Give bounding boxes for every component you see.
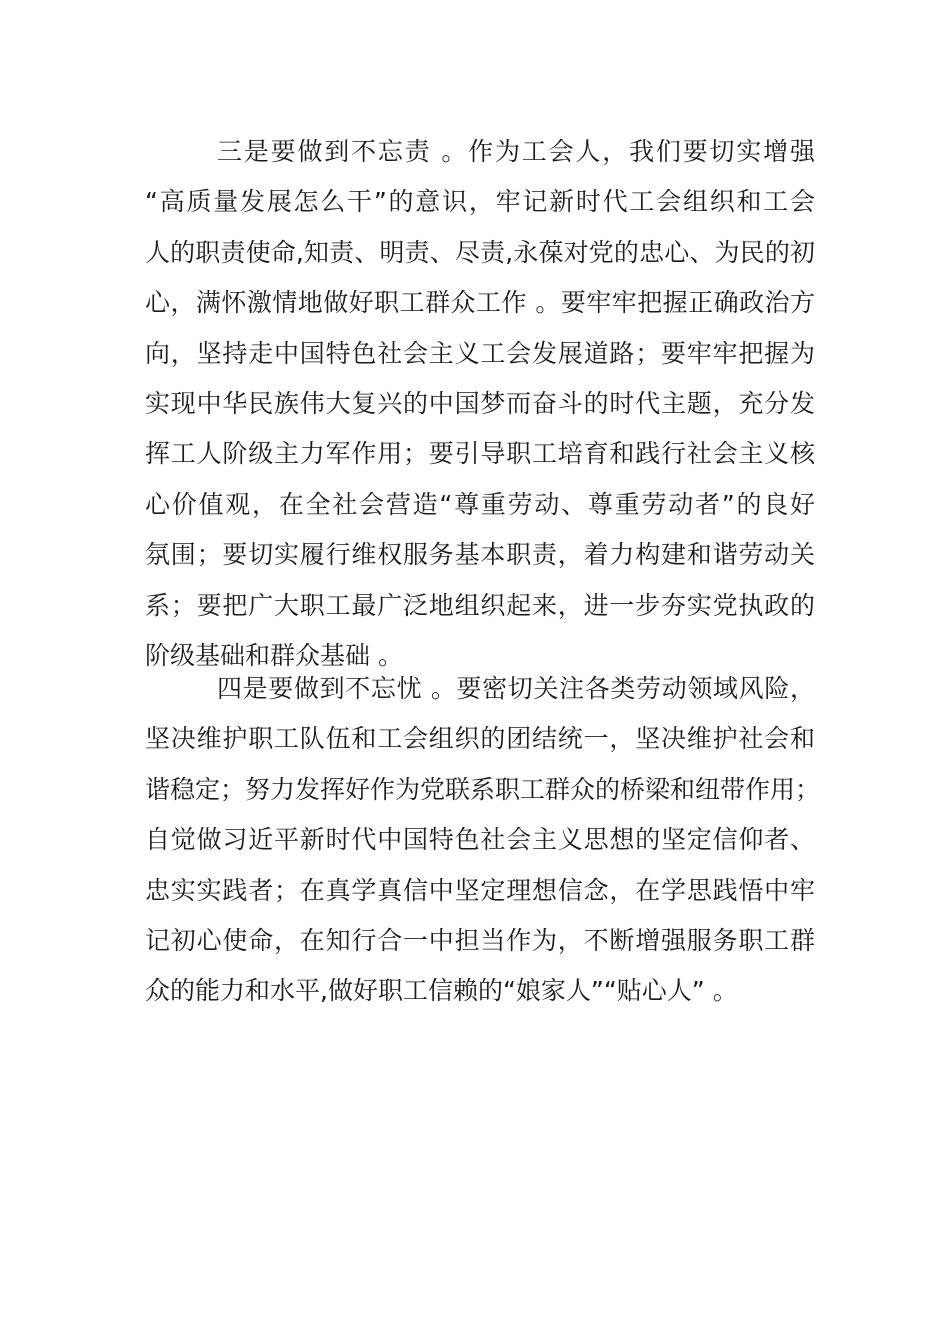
- paragraph-line: 向，坚持走中国特色社会主义工会发展道路；要牢牢把握为: [145, 338, 815, 368]
- paragraph-line: 心价值观，在全社会营造“尊重劳动、尊重劳动者”的良好: [145, 489, 815, 519]
- paragraph-line: “高质量发展怎么干”的意识，牢记新时代工会组织和工会: [145, 187, 815, 217]
- paragraph-line: 系；要把广大职工最广泛地组织起来，进一步夯实党执政的: [145, 590, 815, 620]
- paragraph-line: 挥工人阶级主力军作用；要引导职工培育和践行社会主义核: [145, 439, 815, 469]
- paragraph-line: 三是要做到不忘责 。作为工会人，我们要切实增强: [217, 137, 815, 166]
- paragraph-line: 坚决维护职工队伍和工会组织的团结统一，坚决维护社会和: [145, 724, 815, 754]
- paragraph-line: 众的能力和水平,做好职工信赖的“娘家人”“贴心人” 。: [145, 976, 738, 1006]
- paragraph-line: 自觉做习近平新时代中国特色社会主义思想的坚定信仰者、: [145, 825, 815, 855]
- paragraph-si-shi: [145, 664, 821, 1017]
- paragraph-line: 实现中华民族伟大复兴的中国梦而奋斗的时代主题，充分发: [145, 388, 815, 418]
- paragraph-line: 心，满怀激情地做好职工群众工作 。要牢牢把握正确政治方: [145, 288, 815, 318]
- paragraph-line: 谐稳定；努力发挥好作为党联系职工群众的桥梁和纽带作用；: [145, 774, 821, 804]
- paragraph-line: 氛围；要切实履行维权服务基本职责，着力构建和谐劳动关: [145, 540, 815, 570]
- paragraph-line: 四是要做到不忘忧 。要密切关注各类劳动领域风险，: [217, 674, 815, 703]
- paragraph-line: 人的职责使命,知责、明责、尽责,永葆对党的忠心、为民的初: [145, 237, 815, 267]
- paragraph-line: 记初心使命，在知行合一中担当作为，不断增强服务职工群: [145, 925, 815, 955]
- paragraph-line: 阶级基础和群众基础 。: [145, 640, 403, 670]
- paragraph-san-shi: [145, 127, 815, 681]
- paragraph-line: 忠实实践者；在真学真信中坚定理想信念，在学思践悟中牢: [145, 875, 815, 905]
